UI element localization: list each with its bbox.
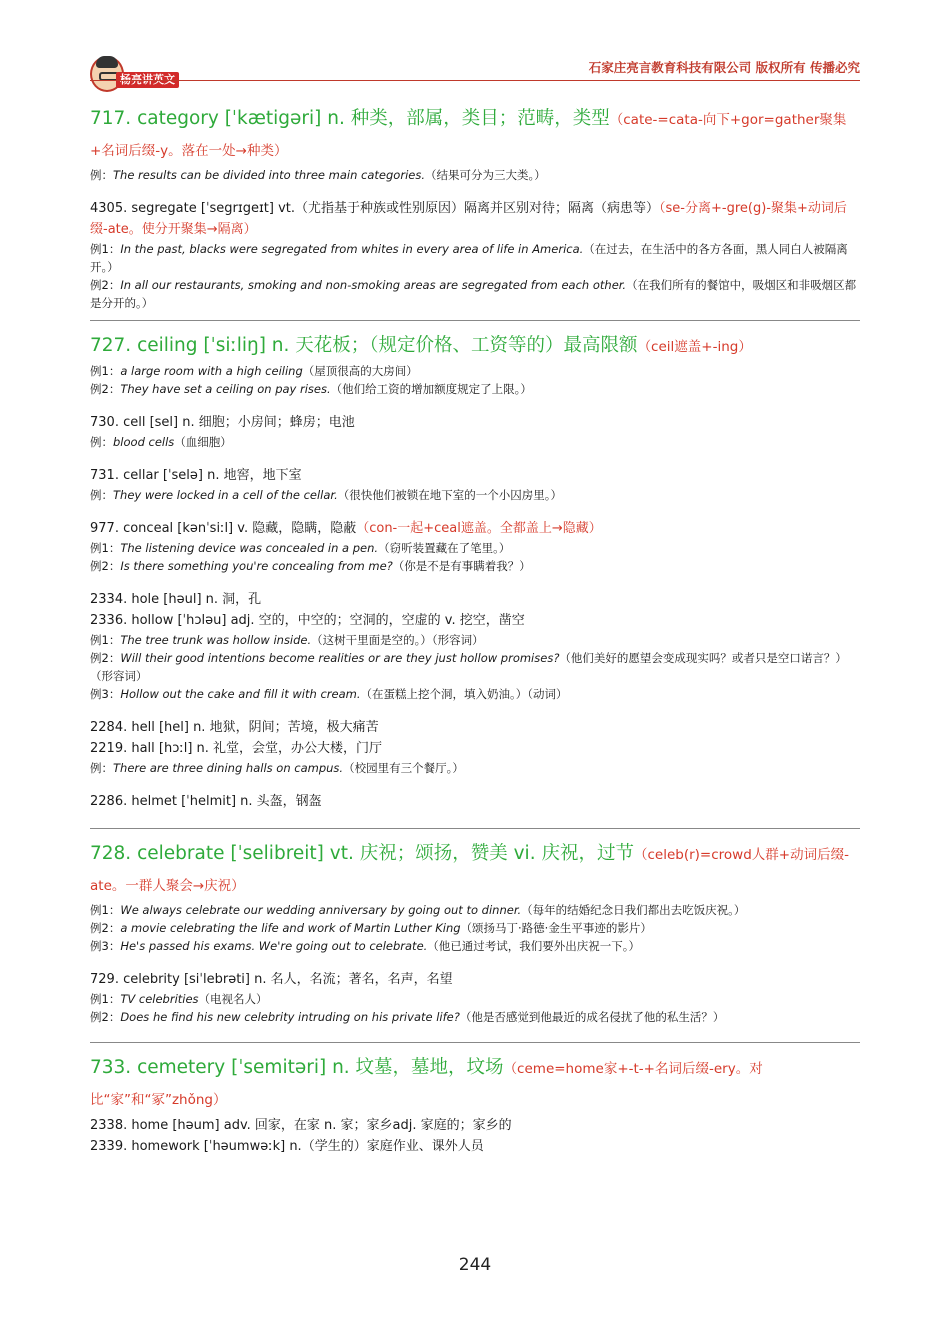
word-entry: 2338. home [həum] adv. 回家，在家 n. 家；家乡adj. 家庭的；家乡的 [90,1118,512,1133]
example-label: 例2： [90,382,121,396]
entry-section-733 [90,1042,860,1157]
copyright-notice: 石家庄亮言教育科技有限公司 版权所有 传播必究 [588,60,860,75]
page-content [90,100,860,1157]
logo-text: 杨亮讲英文 [116,72,179,88]
example [90,166,860,184]
example [90,557,860,575]
word-entry: 2219. hall [hɔːl] n. 礼堂，会堂，办公大楼，门厅 [90,741,383,756]
etymology-note: （se-分离+-gre(g)-聚集+动词后缀-ate。使分开聚集→隔离） [90,201,847,237]
example-chinese: （校园里有三个餐厅。） [343,761,464,775]
example-chinese: （在过去，在生活中的各方各面，黑人同白人被隔离开。） [90,242,848,274]
word-entry: 2284. hell [hel] n. 地狱，阴间；苦境，极大痛苦 [90,720,379,735]
example [90,685,860,703]
example-english: The listening device was concealed in a pen. [120,541,379,555]
header-divider [90,80,860,81]
example [90,1008,860,1026]
example-chinese: （这树干里面是空的。）（形容词） [311,633,484,647]
example [90,990,860,1008]
heading-text: 733. cemetery [ˈsemitəri] n. 坟墓，墓地，坟场 [90,1057,504,1078]
word-definition: 977. conceal [kənˈsiːl] v. 隐藏，隐瞒，隐蔽 [90,521,357,536]
heading-text: 728. celebrate [ˈselibreit] vt. 庆祝；颂扬，赞美 vi. 庆祝，过节 [90,843,634,864]
word-entry: 729. celebrity [siˈlebrəti] n. 名人，名流；著名，名声，名望 [90,972,453,987]
example-chinese: （每年的结婚纪念日我们都出去吃饭庆祝。） [521,903,746,917]
example-chinese: （他已通过考试，我们要外出庆祝一下。） [427,939,641,953]
example [90,276,860,312]
example-english: We always celebrate our wedding anniversary by going out to dinner. [120,903,522,917]
etymology-note: （ceil遮盖+-ing） [637,339,752,355]
example-chinese: （他是否感觉到他最近的成名侵扰了他的私生活？） [459,1010,725,1024]
etymology-note: （cate-=cata-向下+gor=gather聚集+名词后缀-y。落在一处→种类） [90,112,847,159]
example-label: 例1： [90,903,121,917]
example-label: 例： [90,488,113,502]
example [90,631,860,649]
entry-heading [90,1053,860,1115]
entry-heading [90,839,860,901]
word-definition: 4305. segregate [ˈsegrɪgeɪt] vt.（尤指基于种族或性别原因）隔离并区别对待；隔离（病患等） [90,201,660,216]
example-english: blood cells [113,435,175,449]
example-label: 例3： [90,939,121,953]
etymology-note: （con-一起+ceal遮盖。全都盖上→隐藏） [356,521,602,536]
word-entry: 2339. homework [ˈhəumwəːk] n.（学生的）家庭作业、课外人员 [90,1139,484,1154]
example [90,901,860,919]
example-english: The tree trunk was hollow inside. [120,633,312,647]
example-label: 例： [90,435,113,449]
example-english: They were locked in a cell of the cellar. [113,488,338,502]
example-chinese: （很快他们被锁在地下室的一个小囚房里。） [337,488,562,502]
example-english: There are three dining halls on campus. [113,761,344,775]
entry-section-727 [90,320,860,820]
example-label: 例1： [90,992,121,1006]
page-header [90,50,860,94]
example-chinese: （血细胞） [174,435,232,449]
example-chinese: （颂扬马丁·路德·金生平事迹的影片） [460,921,652,935]
example-english: They have set a ceiling on pay rises. [120,382,331,396]
word-entry: 730. cell [sel] n. 细胞；小房间；蜂房；电池 [90,415,355,430]
example [90,380,860,398]
word-entry: 2334. hole [həul] n. 洞，孔 [90,592,262,607]
example [90,362,860,380]
page-number: 244 [458,1255,492,1275]
entry-section-717 [90,100,860,312]
example-label: 例： [90,761,113,775]
word-entry: 731. cellar [ˈselə] n. 地窖，地下室 [90,468,302,483]
example-english: In the past, blacks were segregated from whites in every area of life in America. [120,242,584,256]
example-english: The results can be divided into three main categories. [113,168,425,182]
example-label: 例1： [90,541,121,555]
example-english: Hollow out the cake and fill it with cream. [120,687,361,701]
logo [90,56,190,92]
example [90,240,860,276]
heading-text: 727. ceiling [ˈsiːliŋ] n. 天花板；（规定价格、工资等的）最高限额 [90,335,638,356]
example-english: Does he find his new celebrity intruding on his private life? [120,1010,460,1024]
example [90,759,860,777]
example-label: 例2： [90,278,121,292]
example-label: 例1： [90,364,121,378]
example-english: a movie celebrating the life and work of Martin Luther King [120,921,461,935]
example-label: 例2： [90,651,121,665]
example-chinese: （你是不是有事瞒着我？） [392,559,531,573]
example [90,433,860,451]
example [90,649,860,685]
word-entry: 2286. helmet [ˈhelmit] n. 头盔，钢盔 [90,794,322,809]
example [90,937,860,955]
entry-heading [90,104,860,166]
example-label: 例3： [90,687,121,701]
example-english: TV celebrities [120,992,199,1006]
entry-section-728 [90,828,860,1034]
word-entry: 2336. hollow [ˈhɔləu] adj. 空的，中空的；空洞的，空虚的 v. 挖空，凿空 [90,613,525,628]
example-english: In all our restaurants, smoking and non-smoking areas are segregated from each other. [120,278,627,292]
example-chinese: （在蛋糕上挖个洞，填入奶油。）（动词） [360,687,568,701]
example-chinese: （结果可分为三大类。） [425,168,546,182]
example-english: a large room with a high ceiling [120,364,303,378]
example-label: 例2： [90,1010,121,1024]
etymology-note: （ceme=home家+-t-+名词后缀-ery。对比“家”和“冢”zhǒng） [90,1061,763,1108]
word-entry [90,198,860,240]
example-label: 例1： [90,633,121,647]
example-chinese: （他们美好的愿望会变成现实吗？或者只是空口诺言？）（形容词） [90,651,847,683]
example-label: 例： [90,168,113,182]
etymology-note: （celeb(r)=crowd人群+动词后缀-ate。一群人聚会→庆祝） [90,847,849,894]
word-entry [90,518,860,539]
example-english: He's passed his exams. We're going out to celebrate. [120,939,428,953]
example-chinese: （电视名人） [198,992,268,1006]
example [90,539,860,557]
example [90,919,860,937]
example-label: 例1： [90,242,121,256]
example-label: 例2： [90,921,121,935]
example-label: 例2： [90,559,121,573]
example-chinese: （屋顶很高的大房间） [302,364,418,378]
example-chinese: （窃听装置藏在了笔里。） [378,541,511,555]
example [90,486,860,504]
example-chinese: （他们给工资的增加额度规定了上限。） [330,382,532,396]
example-chinese: （在我们所有的餐馆中，吸烟区和非吸烟区都是分开的。） [90,278,857,310]
example-english: Will their good intentions become realities or are they just hollow promises? [120,651,560,665]
example-english: Is there something you're concealing from me? [120,559,393,573]
heading-text: 717. category [ˈkætigəri] n. 种类，部属，类目；范畴，类型 [90,108,610,129]
entry-heading [90,331,860,362]
